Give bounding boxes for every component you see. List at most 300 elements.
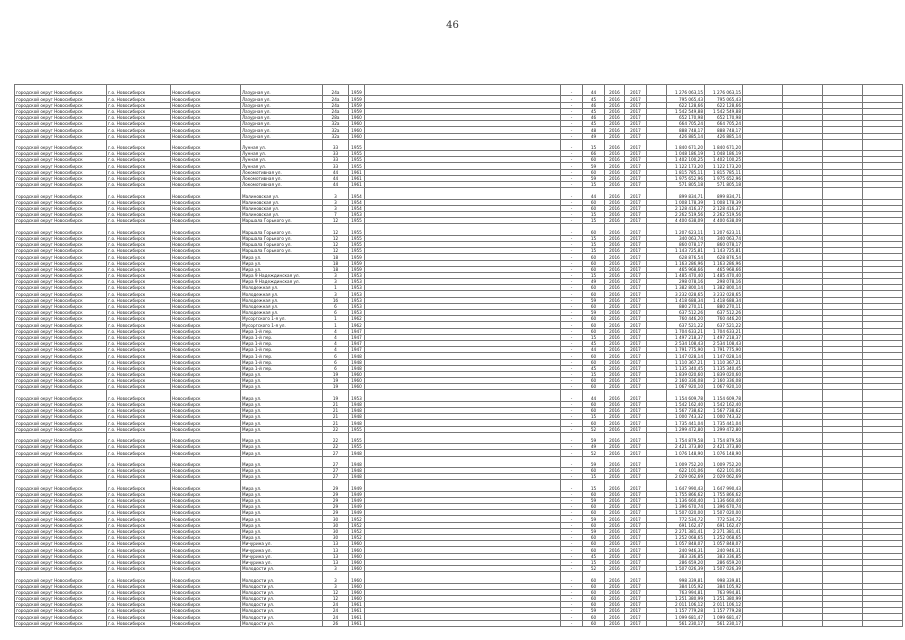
city-cell: г.о. Новосибирск	[107, 163, 171, 169]
qty-cell: 60	[583, 303, 605, 309]
built-year-cell: 1959	[349, 254, 365, 260]
locality-cell: городской округ Новосибирск	[15, 127, 107, 133]
year-start-cell: 2016	[605, 547, 625, 553]
cost-total-cell: 3 232 028,65	[705, 291, 743, 297]
house-cell: 3	[323, 272, 349, 278]
cost-total-cell: 1 647 990,43	[705, 480, 743, 491]
house-cell: 18	[323, 260, 349, 266]
year-start-cell: 2016	[605, 365, 625, 371]
year-end-cell: 2017	[625, 614, 647, 620]
cost-total-cell: 1 154 609,78	[705, 390, 743, 401]
year-end-cell: 2017	[625, 108, 647, 114]
cost-total-cell: 298 078,16	[705, 279, 743, 285]
dash-cell: -	[561, 528, 583, 534]
year-end-cell: 2017	[625, 535, 647, 541]
cost-cell: 1 122 173,20	[667, 163, 705, 169]
year-end-cell: 2017	[625, 139, 647, 150]
street-cell: Мира ул.	[241, 260, 323, 266]
house-cell: 13	[323, 547, 349, 553]
city-cell: г.о. Новосибирск	[107, 365, 171, 371]
dash-cell: -	[561, 347, 583, 353]
cost-total-cell: 1 143 725,81	[705, 248, 743, 254]
city-cell: г.о. Новосибирск	[107, 127, 171, 133]
year-start-cell: 2016	[605, 108, 625, 114]
year-end-cell: 2017	[625, 474, 647, 480]
table-row	[15, 139, 903, 150]
dash-cell: -	[561, 583, 583, 589]
street-cell: Молодости ул.	[241, 602, 323, 608]
dash-cell: -	[561, 175, 583, 181]
city-cell: г.о. Новосибирск	[107, 279, 171, 285]
dash-cell: -	[561, 272, 583, 278]
settlement-cell: Новосибирск	[171, 169, 241, 175]
cost-cell: 637 512,26	[667, 310, 705, 316]
cost-cell: 763 994,81	[667, 589, 705, 595]
dash-cell: -	[561, 510, 583, 516]
settlement-cell: Новосибирск	[171, 541, 241, 547]
empty-cell	[823, 139, 863, 150]
street-cell: Лазурная ул.	[241, 133, 323, 139]
city-cell: г.о. Новосибирск	[107, 589, 171, 595]
qty-cell: 60	[583, 359, 605, 365]
locality-cell: городской округ Новосибирск	[15, 608, 107, 614]
city-cell: г.о. Новосибирск	[107, 583, 171, 589]
built-year-cell: 1949	[349, 504, 365, 510]
house-cell: 21	[323, 414, 349, 420]
table-row	[15, 572, 903, 583]
cost-total-cell: 2 011 106,12	[705, 602, 743, 608]
house-cell: 19	[323, 378, 349, 384]
built-year-cell: 1955	[349, 163, 365, 169]
locality-cell: городской округ Новосибирск	[15, 365, 107, 371]
cost-cell: 1 542 162,40	[667, 401, 705, 407]
year-start-cell: 2016	[605, 96, 625, 102]
street-cell: Мира ул.	[241, 522, 323, 528]
year-end-cell: 2017	[625, 114, 647, 120]
dash-cell: -	[561, 378, 583, 384]
qty-cell: 15	[583, 414, 605, 420]
settlement-cell: Новосибирск	[171, 340, 241, 346]
qty-cell: 60	[583, 353, 605, 359]
empty-cell	[863, 572, 903, 583]
year-end-cell: 2017	[625, 359, 647, 365]
year-start-cell: 2016	[605, 467, 625, 473]
house-cell: 12	[323, 595, 349, 601]
street-cell: Мира ул.	[241, 254, 323, 260]
dash-cell: -	[561, 408, 583, 414]
empty-cell	[823, 456, 863, 467]
year-end-cell: 2017	[625, 559, 647, 565]
settlement-cell: Новосибирск	[171, 528, 241, 534]
year-end-cell: 2017	[625, 384, 647, 390]
empty-cell	[743, 85, 783, 96]
year-end-cell: 2017	[625, 504, 647, 510]
settlement-cell: Новосибирск	[171, 614, 241, 620]
city-cell: г.о. Новосибирск	[107, 371, 171, 377]
dash-cell: -	[561, 365, 583, 371]
cost-total-cell: 465 968,66	[705, 266, 743, 272]
year-start-cell: 2016	[605, 516, 625, 522]
year-start-cell: 2016	[605, 188, 625, 199]
locality-cell: городской округ Новосибирск	[15, 199, 107, 205]
settlement-cell: Новосибирск	[171, 390, 241, 401]
cost-cell: 1 057 848,07	[667, 541, 705, 547]
settlement-cell: Новосибирск	[171, 450, 241, 456]
settlement-cell: Новосибирск	[171, 248, 241, 254]
qty-cell: 15	[583, 480, 605, 491]
table-row	[15, 620, 903, 626]
locality-cell: городской округ Новосибирск	[15, 254, 107, 260]
year-end-cell: 2017	[625, 254, 647, 260]
house-cell: 1б	[323, 297, 349, 303]
house-cell: 3	[323, 188, 349, 199]
work-type-cell	[365, 390, 561, 401]
street-cell: Лунная ул.	[241, 157, 323, 163]
settlement-cell: Новосибирск	[171, 188, 241, 199]
settlement-cell: Новосибирск	[171, 467, 241, 473]
street-cell: Мира ул.	[241, 450, 323, 456]
house-cell: 24а	[323, 102, 349, 108]
year-end-cell: 2017	[625, 426, 647, 432]
city-cell: г.о. Новосибирск	[107, 199, 171, 205]
year-start-cell: 2016	[605, 474, 625, 480]
locality-cell: городской округ Новосибирск	[15, 414, 107, 420]
qty-cell: 45	[583, 365, 605, 371]
cost-total-cell: 622 128,66	[705, 102, 743, 108]
city-cell: г.о. Новосибирск	[107, 114, 171, 120]
dash-cell: -	[561, 254, 583, 260]
year-start-cell: 2016	[605, 254, 625, 260]
cost-total-cell: 1 135 340,45	[705, 365, 743, 371]
cost-cell: 652 170,98	[667, 114, 705, 120]
cost-cell: 1 000 743,32	[667, 414, 705, 420]
settlement-cell: Новосибирск	[171, 163, 241, 169]
year-start-cell: 2016	[605, 199, 625, 205]
locality-cell: городской округ Новосибирск	[15, 384, 107, 390]
built-year-cell: 1953	[349, 297, 365, 303]
locality-cell: городской округ Новосибирск	[15, 522, 107, 528]
cost-cell: 383 336,85	[667, 553, 705, 559]
street-cell: Лунная ул.	[241, 139, 323, 150]
cost-cell: 2 011 106,12	[667, 602, 705, 608]
locality-cell: городской округ Новосибирск	[15, 266, 107, 272]
city-cell: г.о. Новосибирск	[107, 456, 171, 467]
year-start-cell: 2016	[605, 378, 625, 384]
cost-total-cell: 1 163 286,96	[705, 260, 743, 266]
city-cell: г.о. Новосибирск	[107, 420, 171, 426]
year-start-cell: 2016	[605, 121, 625, 127]
empty-cell	[823, 620, 863, 626]
empty-cell	[863, 480, 903, 491]
street-cell: Мира ул.	[241, 266, 323, 272]
year-start-cell: 2016	[605, 414, 625, 420]
year-start-cell: 2016	[605, 450, 625, 456]
empty-cell	[783, 620, 823, 626]
house-cell: 30	[323, 522, 349, 528]
locality-cell: городской округ Новосибирск	[15, 241, 107, 247]
house-cell: 33	[323, 157, 349, 163]
street-cell: Мира 1-й пер.	[241, 365, 323, 371]
year-end-cell: 2017	[625, 169, 647, 175]
built-year-cell: 1955	[349, 444, 365, 450]
built-year-cell: 1953	[349, 303, 365, 309]
settlement-cell: Новосибирск	[171, 303, 241, 309]
settlement-cell: Новосибирск	[171, 334, 241, 340]
locality-cell: городской округ Новосибирск	[15, 260, 107, 266]
cost-total-cell: 1 754 879,58	[705, 432, 743, 443]
locality-cell: городской округ Новосибирск	[15, 401, 107, 407]
city-cell: г.о. Новосибирск	[107, 602, 171, 608]
locality-cell: городской округ Новосибирск	[15, 559, 107, 565]
locality-cell: городской округ Новосибирск	[15, 85, 107, 96]
year-start-cell: 2016	[605, 359, 625, 365]
house-cell: 1	[323, 322, 349, 328]
empty-cell	[863, 224, 903, 235]
built-year-cell: 1959	[349, 96, 365, 102]
street-cell: Молодости ул.	[241, 572, 323, 583]
settlement-cell: Новосибирск	[171, 414, 241, 420]
year-start-cell: 2016	[605, 102, 625, 108]
qty-cell: 60	[583, 291, 605, 297]
work-type-cell	[365, 139, 561, 150]
dash-cell: -	[561, 188, 583, 199]
year-start-cell: 2016	[605, 432, 625, 443]
dash-cell: -	[561, 121, 583, 127]
city-cell: г.о. Новосибирск	[107, 175, 171, 181]
qty-cell: 15	[583, 241, 605, 247]
settlement-cell: Новосибирск	[171, 432, 241, 443]
city-cell: г.о. Новосибирск	[107, 528, 171, 534]
cost-cell: 1 704 633,21	[667, 328, 705, 334]
built-year-cell: 1948	[349, 365, 365, 371]
built-year-cell: 1948	[349, 474, 365, 480]
city-cell: г.о. Новосибирск	[107, 378, 171, 384]
empty-cell	[863, 188, 903, 199]
locality-cell: городской округ Новосибирск	[15, 169, 107, 175]
city-cell: г.о. Новосибирск	[107, 359, 171, 365]
empty-cell	[743, 572, 783, 583]
qty-cell: 60	[583, 384, 605, 390]
built-year-cell: 1959	[349, 85, 365, 96]
cost-total-cell: 637 512,26	[705, 310, 743, 316]
qty-cell: 52	[583, 426, 605, 432]
city-cell: г.о. Новосибирск	[107, 272, 171, 278]
year-start-cell: 2016	[605, 614, 625, 620]
house-cell: 12	[323, 224, 349, 235]
dash-cell: -	[561, 572, 583, 583]
year-end-cell: 2017	[625, 365, 647, 371]
qty-cell: 60	[583, 285, 605, 291]
dash-cell: -	[561, 218, 583, 224]
cost-cell: 1 207 623,11	[667, 224, 705, 235]
year-end-cell: 2017	[625, 541, 647, 547]
year-end-cell: 2017	[625, 322, 647, 328]
work-type-cell	[365, 188, 561, 199]
built-year-cell: 1959	[349, 260, 365, 266]
settlement-cell: Новосибирск	[171, 535, 241, 541]
house-cell: 29	[323, 504, 349, 510]
table-row	[15, 456, 903, 467]
street-cell: Лазурная ул.	[241, 108, 323, 114]
dash-cell: -	[561, 108, 583, 114]
settlement-cell: Новосибирск	[171, 565, 241, 571]
year-end-cell: 2017	[625, 444, 647, 450]
built-year-cell: 1953	[349, 285, 365, 291]
house-cell: 24	[323, 614, 349, 620]
cost-cell: 622 128,66	[667, 102, 705, 108]
built-year-cell: 1953	[349, 291, 365, 297]
cost-total-cell: 1 122 173,20	[705, 163, 743, 169]
settlement-cell: Новосибирск	[171, 491, 241, 497]
built-year-cell: 1961	[349, 614, 365, 620]
street-cell: Лунная ул.	[241, 151, 323, 157]
qty-cell: 60	[583, 614, 605, 620]
city-cell: г.о. Новосибирск	[107, 390, 171, 401]
city-cell: г.о. Новосибирск	[107, 291, 171, 297]
qty-cell: 45	[583, 340, 605, 346]
settlement-cell: Новосибирск	[171, 121, 241, 127]
cost-cell: 622 101,06	[667, 467, 705, 473]
house-cell: 12	[323, 235, 349, 241]
settlement-cell: Новосибирск	[171, 218, 241, 224]
dash-cell: -	[561, 504, 583, 510]
built-year-cell: 1948	[349, 408, 365, 414]
cost-total-cell: 2 421 373,80	[705, 444, 743, 450]
built-year-cell: 1953	[349, 272, 365, 278]
city-cell: г.о. Новосибирск	[107, 353, 171, 359]
year-start-cell: 2016	[605, 266, 625, 272]
cost-total-cell: 1 840 671,20	[705, 139, 743, 150]
year-end-cell: 2017	[625, 151, 647, 157]
built-year-cell: 1952	[349, 528, 365, 534]
locality-cell: городской округ Новосибирск	[15, 467, 107, 473]
year-end-cell: 2017	[625, 218, 647, 224]
cost-cell: 772 534,72	[667, 516, 705, 522]
cost-total-cell: 1 099 681,47	[705, 614, 743, 620]
street-cell: Мира ул.	[241, 414, 323, 420]
street-cell: Молодости ул.	[241, 583, 323, 589]
house-cell: 6	[323, 310, 349, 316]
cost-cell: 1 735 441,04	[667, 420, 705, 426]
house-cell: 33	[323, 163, 349, 169]
house-cell: 33	[323, 151, 349, 157]
built-year-cell: 1954	[349, 188, 365, 199]
year-start-cell: 2016	[605, 572, 625, 583]
dash-cell: -	[561, 384, 583, 390]
cost-cell: 1 252 068,65	[667, 535, 705, 541]
year-start-cell: 2016	[605, 303, 625, 309]
city-cell: г.о. Новосибирск	[107, 620, 171, 626]
city-cell: г.о. Новосибирск	[107, 260, 171, 266]
cost-total-cell: 795 065,43	[705, 96, 743, 102]
city-cell: г.о. Новосибирск	[107, 491, 171, 497]
dash-cell: -	[561, 474, 583, 480]
cost-total-cell: 1 542 162,40	[705, 401, 743, 407]
qty-cell: 60	[583, 541, 605, 547]
year-end-cell: 2017	[625, 310, 647, 316]
built-year-cell: 1955	[349, 139, 365, 150]
year-start-cell: 2016	[605, 497, 625, 503]
cost-cell: 1 647 990,43	[667, 480, 705, 491]
cost-cell: 298 078,16	[667, 279, 705, 285]
city-cell: г.о. Новосибирск	[107, 541, 171, 547]
dash-cell: -	[561, 491, 583, 497]
cost-total-cell: 1 755 866,62	[705, 491, 743, 497]
street-cell: Мира ул.	[241, 371, 323, 377]
locality-cell: городской округ Новосибирск	[15, 121, 107, 127]
locality-cell: городской округ Новосибирск	[15, 211, 107, 217]
year-start-cell: 2016	[605, 224, 625, 235]
empty-cell	[863, 390, 903, 401]
dash-cell: -	[561, 163, 583, 169]
house-cell: 3	[323, 279, 349, 285]
table-row	[15, 480, 903, 491]
qty-cell: 15	[583, 474, 605, 480]
street-cell: Маршала Горького ул.	[241, 224, 323, 235]
city-cell: г.о. Новосибирск	[107, 467, 171, 473]
settlement-cell: Новосибирск	[171, 127, 241, 133]
qty-cell: 60	[583, 322, 605, 328]
cost-cell: 1 567 738,62	[667, 408, 705, 414]
dash-cell: -	[561, 139, 583, 150]
house-cell: 29	[323, 480, 349, 491]
empty-cell	[743, 456, 783, 467]
empty-cell	[823, 480, 863, 491]
settlement-cell: Новосибирск	[171, 199, 241, 205]
built-year-cell: 1949	[349, 480, 365, 491]
year-end-cell: 2017	[625, 85, 647, 96]
cost-total-cell: 763 994,81	[705, 589, 743, 595]
settlement-cell: Новосибирск	[171, 378, 241, 384]
cost-total-cell: 691 162,47	[705, 522, 743, 528]
year-start-cell: 2016	[605, 347, 625, 353]
house-cell: 3	[323, 199, 349, 205]
cost-total-cell: 888 748,17	[705, 127, 743, 133]
qty-cell: 60	[583, 589, 605, 595]
dash-cell: -	[561, 96, 583, 102]
cost-cell: 1 402 100,25	[667, 157, 705, 163]
house-cell: 1	[323, 285, 349, 291]
settlement-cell: Новосибирск	[171, 272, 241, 278]
year-start-cell: 2016	[605, 272, 625, 278]
year-start-cell: 2016	[605, 169, 625, 175]
city-cell: г.о. Новосибирск	[107, 504, 171, 510]
qty-cell: 52	[583, 450, 605, 456]
cost-total-cell: 1 299 472,80	[705, 426, 743, 432]
city-cell: г.о. Новосибирск	[107, 547, 171, 553]
street-cell: Мира ул.	[241, 474, 323, 480]
cost-total-cell: 383 336,85	[705, 553, 743, 559]
street-cell: Мира ул.	[241, 516, 323, 522]
built-year-cell: 1962	[349, 322, 365, 328]
year-start-cell: 2016	[605, 235, 625, 241]
locality-cell: городской округ Новосибирск	[15, 510, 107, 516]
year-start-cell: 2016	[605, 559, 625, 565]
cost-cell: 1 076 148,90	[667, 450, 705, 456]
year-start-cell: 2016	[605, 157, 625, 163]
locality-cell: городской округ Новосибирск	[15, 102, 107, 108]
cost-cell: 1 157 779,28	[667, 608, 705, 614]
year-start-cell: 2016	[605, 371, 625, 377]
locality-cell: городской округ Новосибирск	[15, 620, 107, 626]
house-cell: 6	[323, 359, 349, 365]
cost-total-cell: 1 009 752,20	[705, 456, 743, 467]
cost-total-cell: 1 157 779,28	[705, 608, 743, 614]
qty-cell: 59	[583, 528, 605, 534]
empty-cell	[743, 390, 783, 401]
year-end-cell: 2017	[625, 401, 647, 407]
empty-cell	[823, 390, 863, 401]
